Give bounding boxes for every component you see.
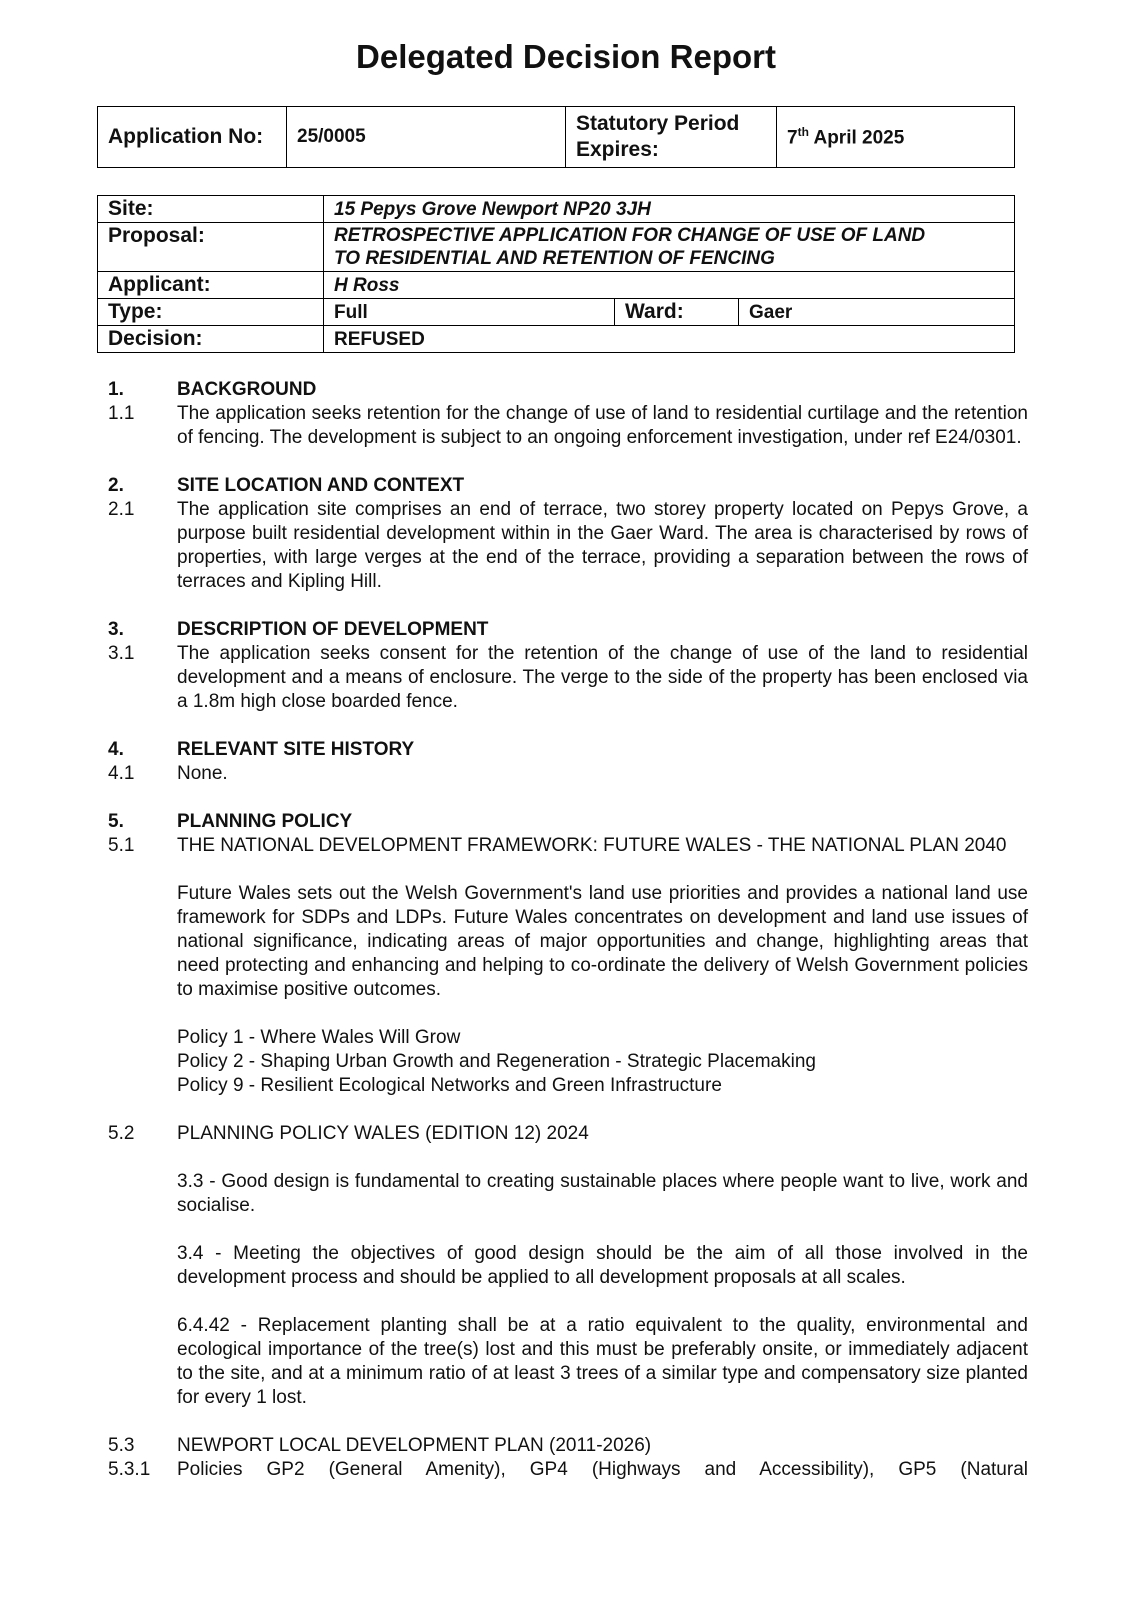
type-label: Type:: [98, 299, 324, 326]
paragraph: Future Wales sets out the Welsh Government's land use priorities and provides a national land use framework for SDPs and LDPs. Future Wales concentrates on development and land use issues of national significance, indicating areas of major opportunities and change, highlighting areas that need protecting and enhancing and helping to co-ordinate the delivery of Welsh Government policies to maximise positive outcomes.: [177, 883, 1028, 1000]
application-no-label: Application No:: [98, 107, 287, 168]
application-no-value: 25/0005: [287, 107, 566, 168]
paragraph: 1.1 The application seeks retention for the change of use of land to residential curtilage and the retention of fencing. The development is subject to an ongoing enforcement investigation, under ref E24/0301.: [108, 403, 1028, 448]
proposal-value: RETROSPECTIVE APPLICATION FOR CHANGE OF USE OF LAND TO RESIDENTIAL AND RETENTION OF FENCING: [324, 223, 1015, 272]
site-label: Site:: [98, 196, 324, 223]
section-heading: 2. SITE LOCATION AND CONTEXT: [108, 475, 465, 496]
paragraph: 4.1 None.: [108, 763, 228, 784]
section-heading: 1. BACKGROUND: [108, 379, 317, 400]
section-heading: 3. DESCRIPTION OF DEVELOPMENT: [108, 619, 489, 640]
paragraph: 5.3 NEWPORT LOCAL DEVELOPMENT PLAN (2011-2026): [108, 1435, 652, 1456]
proposal-label: Proposal:: [98, 223, 324, 272]
policy-item: Policy 2 - Shaping Urban Growth and Regeneration - Strategic Placemaking: [177, 1051, 816, 1072]
details-table: [97, 195, 1015, 353]
paragraph: 5.1 THE NATIONAL DEVELOPMENT FRAMEWORK: FUTURE WALES - THE NATIONAL PLAN 2040: [108, 835, 1007, 856]
paragraph: 5.3.1 Policies GP2 (General Amenity), GP4 (Highways and Accessibility), GP5 (Natural: [108, 1459, 1028, 1480]
ward-label: Ward:: [615, 299, 739, 326]
page-title: Delegated Decision Report: [356, 38, 776, 75]
statutory-period-label: Statutory Period Expires:: [566, 107, 777, 168]
paragraph: 2.1 The application site comprises an end of terrace, two storey property located on Pepys Grove, a purpose built residential development within in the Gaer Ward. The area is characterised by rows of properties, with large verges at the end of the terrace, providing a separation between the rows of terraces and Kipling Hill.: [108, 499, 1028, 592]
report-body: [108, 378, 1028, 1482]
section-heading: 4. RELEVANT SITE HISTORY: [108, 739, 415, 760]
policy-item: Policy 1 - Where Wales Will Grow: [177, 1027, 461, 1048]
site-value: 15 Pepys Grove Newport NP20 3JH: [324, 196, 1015, 223]
paragraph: 3.4 - Meeting the objectives of good design should be the aim of all those involved in the development process and should be applied to all development proposals at all scales.: [177, 1243, 1028, 1288]
paragraph: 5.2 PLANNING POLICY WALES (EDITION 12) 2024: [108, 1123, 589, 1144]
type-value: Full: [324, 299, 615, 326]
paragraph: 6.4.42 - Replacement planting shall be at a ratio equivalent to the quality, environmental and ecological importance of the tree(s) lost and this must be preferably onsite, or immediately adjacent to the site, and at a minimum ratio of at least 3 trees of a similar type and compensatory size planted for every 1 lost.: [177, 1315, 1028, 1408]
applicant-value: H Ross: [324, 272, 1015, 299]
decision-value: REFUSED: [324, 326, 1015, 353]
applicant-label: Applicant:: [98, 272, 324, 299]
paragraph: 3.3 - Good design is fundamental to creating sustainable places where people want to live, work and socialise.: [177, 1171, 1028, 1216]
decision-label: Decision:: [98, 326, 324, 353]
paragraph: 3.1 The application seeks consent for the retention of the change of use of the land to residential development and a means of enclosure. The verge to the side of the property has been enclosed via a 1.8m high close boarded fence.: [108, 643, 1028, 712]
section-heading: 5. PLANNING POLICY: [108, 811, 353, 832]
policy-item: Policy 9 - Resilient Ecological Networks and Green Infrastructure: [177, 1075, 722, 1096]
statutory-period-value: 7th April 2025: [777, 107, 1015, 168]
application-table: [97, 106, 1015, 168]
ward-value: Gaer: [739, 299, 1015, 326]
